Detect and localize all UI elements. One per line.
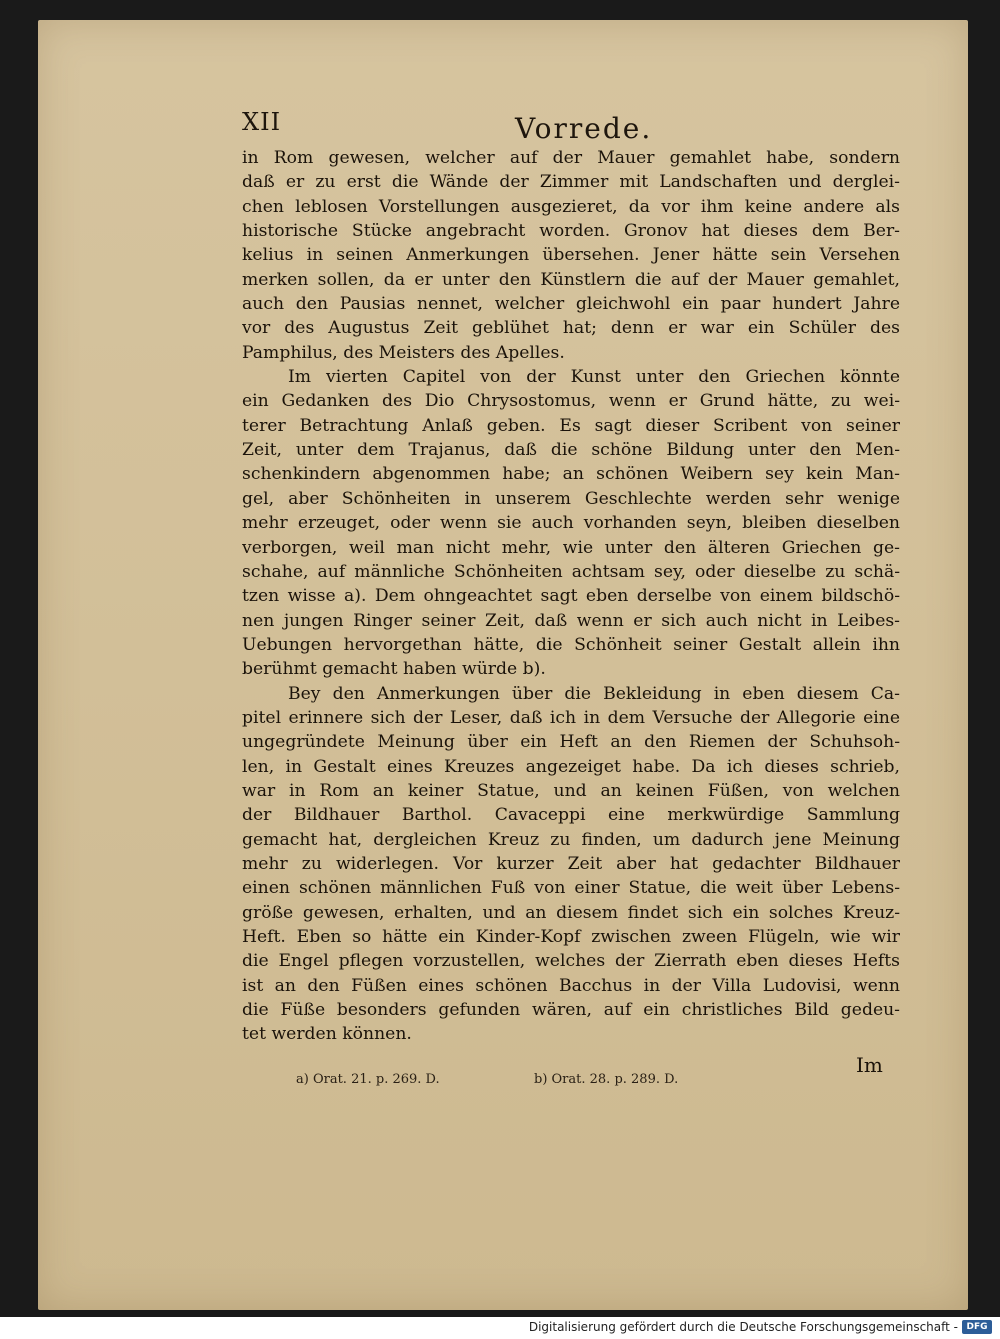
text-line: Zeit, unter dem Trajanus, daß die schöne Bildung unter den Men- xyxy=(242,440,900,461)
text-line: Heft. Eben so hätte ein Kinder-Kopf zwischen zween Flügeln, wie wir xyxy=(242,927,900,947)
text-line: pitel erinnere sich der Leser, daß ich in dem Versuche der Allegorie eine xyxy=(242,707,900,728)
footer-credit: Digitalisierung gefördert durch die Deutsche Forschungsgemeinschaft - xyxy=(528,1320,958,1334)
text-line: schahe, auf männliche Schönheiten achtsam sey, oder dieselbe zu schä- xyxy=(242,561,900,582)
text-line: daß er zu erst die Wände der Zimmer mit Landschaften und derglei- xyxy=(242,172,900,193)
text-line: die Engel pflegen vorzustellen, welches der Zierrath eben dieses Hefts xyxy=(242,951,900,972)
dfg-logo-icon: DFG xyxy=(962,1320,992,1334)
text-line: war in Rom an keiner Statue, und an keinen Füßen, von welchen xyxy=(242,780,900,801)
text-line: chen leblosen Vorstellungen ausgezieret, da vor ihm keine andere als xyxy=(242,196,900,217)
text-line: schenkindern abgenommen habe; an schönen Weibern sey kein Man- xyxy=(242,464,900,485)
text-line: terer Betrachtung Anlaß geben. Es sagt dieser Scribent von seiner xyxy=(242,415,900,436)
text-line: ein Gedanken des Dio Chrysostomus, wenn er Grund hätte, zu wei- xyxy=(242,391,900,412)
text-line: Uebungen hervorgethan hätte, die Schönheit seiner Gestalt allein ihn xyxy=(242,634,900,655)
footnote-a: a) Orat. 21. p. 269. D. xyxy=(296,1072,440,1087)
text-line: verborgen, weil man nicht mehr, wie unter den älteren Griechen ge- xyxy=(242,537,900,558)
text-line: Bey den Anmerkungen über die Bekleidung in eben diesem Ca- xyxy=(288,683,900,704)
text-line: gemacht hat, dergleichen Kreuz zu finden, um dadurch jene Meinung xyxy=(242,829,900,850)
text-line: auch den Pausias nennet, welcher gleichwohl ein paar hundert Jahre xyxy=(242,294,900,315)
text-line: gel, aber Schönheiten in unserem Geschlechte werden sehr wenige xyxy=(242,488,900,509)
text-line: berühmt gemacht haben würde b). xyxy=(242,659,546,680)
text-line: tzen wisse a). Dem ohngeachtet sagt eben derselbe von einem bildschö- xyxy=(242,586,900,607)
footer-bar xyxy=(0,1317,1000,1339)
text-line: len, in Gestalt eines Kreuzes angezeiget habe. Da ich dieses schrieb, xyxy=(242,756,900,777)
text-line: tet werden können. xyxy=(242,1024,412,1045)
text-line: der Bildhauer Barthol. Cavaceppi eine merkwürdige Sammlung xyxy=(242,805,900,826)
text-line: größe gewesen, erhalten, und an diesem findet sich ein solches Kreuz- xyxy=(242,902,900,923)
catchword: Im xyxy=(856,1053,883,1077)
running-title: Vorrede. xyxy=(515,112,653,145)
footnote-b: b) Orat. 28. p. 289. D. xyxy=(534,1072,679,1087)
text-line: in Rom gewesen, welcher auf der Mauer gemahlet habe, sondern xyxy=(242,148,900,168)
text-line: merken sollen, da er unter den Künstlern die auf der Mauer gemahlet, xyxy=(242,269,900,290)
text-line: nen jungen Ringer seiner Zeit, daß wenn er sich auch nicht in Leibes- xyxy=(242,610,900,631)
text-line: ungegründete Meinung über ein Heft an den Riemen der Schuhsoh- xyxy=(242,732,900,753)
body-text xyxy=(242,146,900,1047)
text-line: einen schönen männlichen Fuß von einer Statue, die weit über Lebens- xyxy=(242,878,900,899)
text-line: historische Stücke angebracht worden. Gronov hat dieses dem Ber- xyxy=(242,221,900,242)
text-line: ist an den Füßen eines schönen Bacchus in der Villa Ludovisi, wenn xyxy=(242,975,900,996)
text-line: mehr erzeuget, oder wenn sie auch vorhanden seyn, bleiben dieselben xyxy=(242,513,900,534)
text-line: mehr zu widerlegen. Vor kurzer Zeit aber hat gedachter Bildhauer xyxy=(242,853,900,874)
text-line: die Füße besonders gefunden wären, auf ein christliches Bild gedeu- xyxy=(242,1000,900,1021)
text-line: Im vierten Capitel von der Kunst unter den Griechen könnte xyxy=(288,367,900,388)
text-line: kelius in seinen Anmerkungen übersehen. Jener hätte sein Versehen xyxy=(242,245,900,266)
text-line: vor des Augustus Zeit geblühet hat; denn er war ein Schüler des xyxy=(242,318,900,339)
page-number: XII xyxy=(242,108,282,136)
text-line: Pamphilus, des Meisters des Apelles. xyxy=(242,342,565,363)
